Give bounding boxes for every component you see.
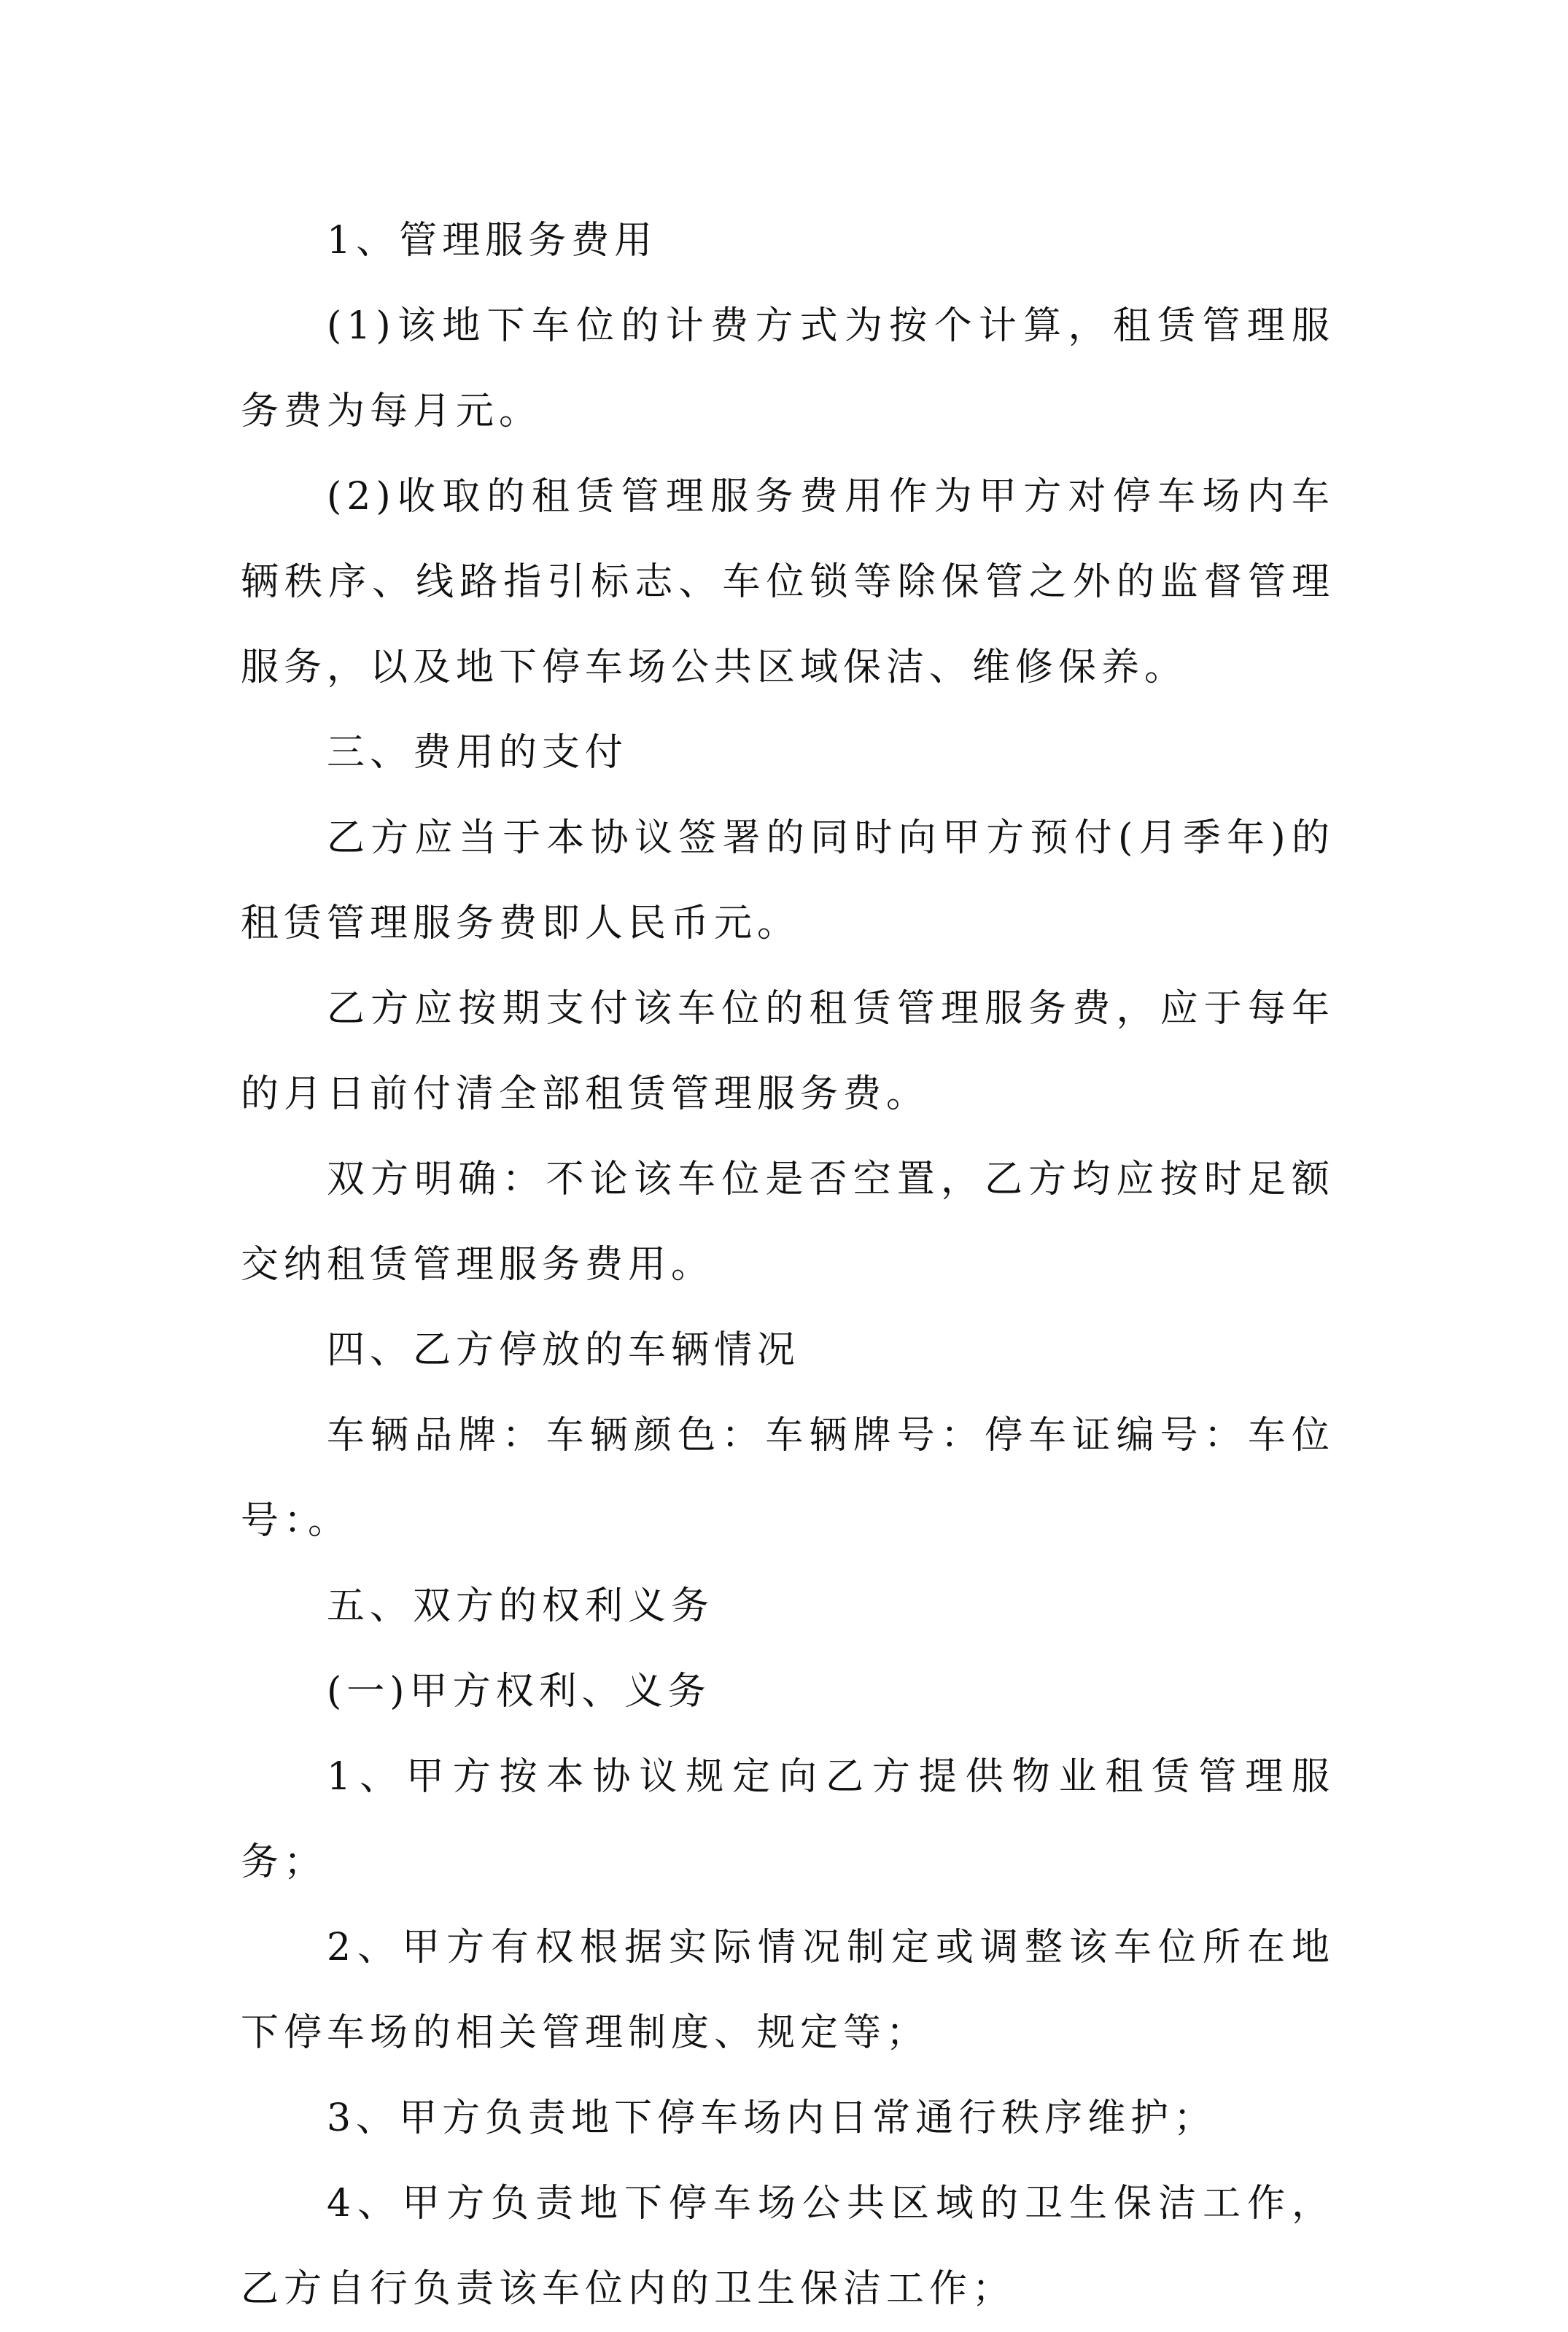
paragraph-2: (1)该地下车位的计费方式为按个计算，租赁管理服务费为每月元。 (241, 304, 1335, 433)
paragraph-1: 1、管理服务费用 (327, 219, 658, 263)
paragraph-6: 乙方应按期支付该车位的租赁管理服务费，应于每年的月日前付清全部租赁管理服务费。 (241, 987, 1335, 1116)
paragraph-13: 2、甲方有权根据实际情况制定或调整该车位所在地下停车场的相关管理制度、规定等； (241, 1926, 1335, 2055)
subsection-heading-1: (一)甲方权利、义务 (327, 1670, 711, 1713)
section-heading-4: 四、乙方停放的车辆情况 (327, 1328, 801, 1372)
paragraph-15: 4、甲方负责地下停车场公共区域的卫生保洁工作，乙方自行负责该车位内的卫生保洁工作； (241, 2182, 1335, 2311)
paragraph-9: 车辆品牌：车辆颜色：车辆牌号：停车证编号：车位号：。 (241, 1414, 1335, 1543)
paragraph-5: 乙方应当于本协议签署的同时向甲方预付(月季年)的租赁管理服务费即人民币元。 (241, 816, 1335, 945)
paragraph-12: 1、甲方按本协议规定向乙方提供物业租赁管理服务； (241, 1755, 1335, 1884)
section-heading-3: 三、费用的支付 (327, 731, 629, 775)
paragraph-14: 3、甲方负责地下停车场内日常通行秩序维护； (327, 2096, 1217, 2140)
document-body (241, 198, 1335, 2332)
paragraph-7: 双方明确：不论该车位是否空置，乙方均应按时足额交纳租赁管理服务费用。 (241, 1158, 1335, 1287)
section-heading-5: 五、双方的权利义务 (327, 1584, 715, 1628)
paragraph-3: (2)收取的租赁管理服务费用作为甲方对停车场内车辆秩序、线路指引标志、车位锁等除保管之外的监督管理服务，以及地下停车场公共区域保洁、维修保养。 (241, 475, 1335, 689)
